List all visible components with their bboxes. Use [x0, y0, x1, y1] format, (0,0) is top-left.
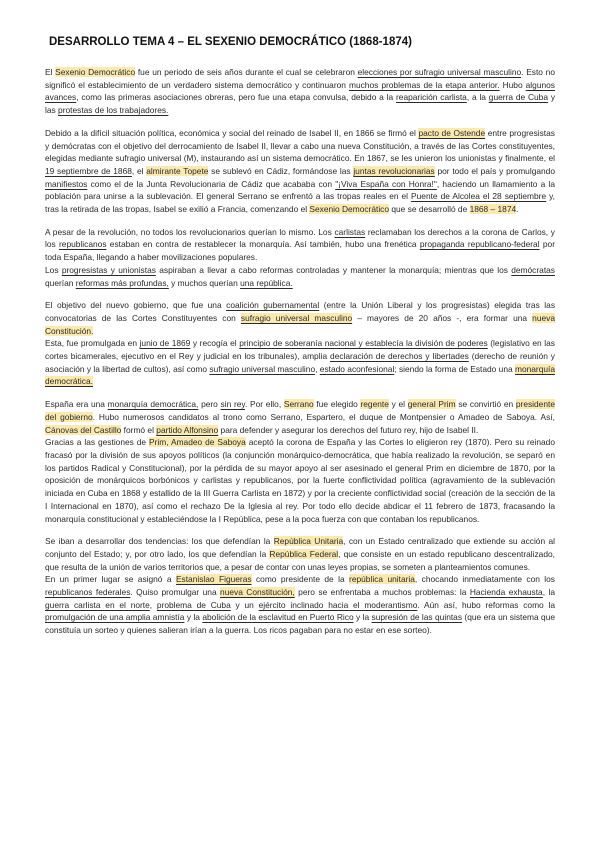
underlined-text: sin rey: [220, 399, 245, 410]
paragraph-gap: [45, 388, 555, 398]
text-run: que se desarrolló de: [389, 204, 470, 215]
text-run: formó el: [121, 424, 157, 435]
text-run: fue elegido: [313, 399, 361, 410]
text-run: aceptó la corona de España y las Cortes lo eligieron rey (1870). Pero su reinado fracasó por la división de sus apoyos políticos (la conjunción monárquico-democrática, que había realizado la revolución, se separó en los partidos Radical y Constitucional), por la pérdida de su mayor apoyo al ser asesinado el general Prim en diciembre de 1870, por la oposición de monárquicos borbónicos y carlistas y republicanos, por la fuerte conflictividad política (agravamiento de la sublevación iniciada en Cuba en 1868 y estallido de la III Guerra Carlista en 1872) y por la creciente conflictividad social (creación de la sección de la I Internacional en 1870), así como el rechazo De la Iglesia al rey. Por todo ello decide abdicar el 11 febrero de 1873, fracasando la monarquía constitucional y estableciéndose la I República, pese a la poca fuerza con que contaban los republicanos.: [45, 437, 555, 524]
underlined-text: sufragio universal masculino: [209, 363, 316, 374]
text-run: se sublevó en Cádiz, formándose las: [208, 165, 354, 176]
underlined-text: promulgación de una amplia amnistía: [45, 612, 185, 623]
highlighted-text: nueva Constitución,: [220, 587, 295, 598]
page-title: DESARROLLO TEMA 4 – EL SEXENIO DEMOCRÁTICO (1868-1874): [49, 36, 412, 48]
highlighted-text: general Prim: [407, 399, 456, 410]
text-run: – mayores de 20 años -, era formar una: [352, 312, 533, 323]
highlighted-text: República Unitaria: [273, 536, 344, 547]
text-run: Gracias a las gestiones de: [45, 437, 149, 448]
highlighted-text: pacto de Ostende: [418, 127, 486, 138]
text-run: , chocando inmediatamente con los: [414, 574, 555, 585]
text-run: y recogía el: [190, 338, 240, 349]
document-body: [45, 66, 555, 637]
text-run: , a la: [466, 92, 489, 103]
text-run: A pesar de la revolución, no todos los revolucionarios querían lo mismo. Los: [45, 226, 335, 237]
text-run: Los: [45, 264, 62, 275]
underlined-text: Puente de Alcolea el 28 septiembre: [411, 191, 547, 202]
text-run: .: [516, 204, 519, 215]
underlined-text: junio de 1869: [139, 338, 191, 349]
underlined-text: manifiestos: [45, 178, 88, 189]
text-run: se convirtió en: [455, 399, 516, 410]
highlighted-text: almirante Topete: [146, 165, 209, 176]
text-run: (que era un sistema que constituía un sorteo y quienes salieran irían a la guerra. Los ricos pagaban para no estar en ese sorteo).: [45, 612, 556, 636]
text-run: entre progresistas y demócratas con el objetivo del derrocamiento de Isabel II, llevar a cabo una nueva Constitución, a través de las Cortes constituyentes, elegidas mediante sufragio universal (M), instaurando así un sistema democrático. En 1867, se les unieron los unionistas y finalmente, el: [45, 127, 555, 164]
highlighted-text: 1868 – 1874: [469, 204, 517, 215]
underlined-text: coalición gubernamental: [226, 300, 320, 311]
highlighted-text: Sexenio Democrático: [55, 67, 136, 77]
underlined-text: carlistas: [334, 226, 366, 237]
text-run: (entre la Unión Liberal y los progresistas) elegida tras las convocatorias de las Cortes Constituyentes con: [45, 300, 556, 323]
text-run: por toda España, llegando a haber movilizaciones populares.: [45, 239, 555, 263]
underlined-text: algunos avances: [45, 79, 555, 103]
text-run: Debido a la difícil situación política, económica y social del reinado de Isabel II, en 1866 se firmó el: [45, 127, 419, 138]
highlighted-text: monarquía democrática.: [45, 363, 556, 387]
text-run: Hubo: [499, 79, 526, 90]
underlined-text: demócratas: [511, 264, 555, 275]
text-run: El objetivo del nuevo gobierno, que fue una: [45, 300, 227, 311]
text-run: . Hubo numerosos candidatos al trono como Serrano, Espartero, el duque de Montpensier o Amadeo de Saboya. Así,: [92, 411, 555, 422]
underlined-text: republicanos: [59, 239, 107, 250]
text-run: querían: [45, 277, 76, 288]
underlined-text: monarquía democrática,: [107, 399, 199, 410]
underlined-text: protestas de los trabajadores.: [58, 105, 169, 116]
text-run: y la: [353, 612, 372, 623]
text-run: aspiraban a llevar a cabo reformas controladas y mantener la monarquía; mientras que los: [155, 264, 512, 275]
underlined-text: "¡Viva España con Honra!": [335, 178, 437, 189]
underlined-text: reaparición carlista: [396, 92, 467, 103]
text-run: , haciendo un llamamiento a la población para unirse a la sublevación. El general Serrano se enfrentó a las tropas reales en el: [45, 178, 555, 202]
highlighted-text: presidente del gobierno: [45, 399, 555, 422]
text-run: . Quiso promulgar una: [130, 587, 221, 598]
paragraph-gap: [45, 117, 555, 127]
paragraph: [45, 398, 555, 436]
paragraph: [45, 226, 555, 264]
highlighted-text: Prim, Amadeo de Saboya: [149, 437, 246, 448]
text-run: En un primer lugar se asignó a: [45, 574, 176, 585]
text-run: (legislativo en las cortes bicamerales, ejecutivo en el Rey y judicial en los tribunales), amplia: [45, 338, 555, 362]
text-run: , el: [131, 165, 147, 176]
text-run: y muchos querían: [168, 277, 241, 288]
paragraph: [45, 337, 555, 388]
text-run: . Aún así, hubo reformas como la: [417, 599, 556, 610]
text-run: y las: [45, 92, 556, 116]
paragraph-gap: [45, 525, 555, 535]
text-run: ,: [315, 363, 320, 374]
text-run: . Por ello,: [244, 399, 284, 410]
text-run: Se iban a desarrollar dos tendencias: los que defendían la: [45, 536, 274, 547]
highlighted-text: República Federal: [269, 548, 339, 559]
text-run: pero: [198, 399, 221, 410]
text-run: El: [45, 67, 56, 77]
text-run: reclamaban los derechos a la corona de Carlos, y los: [45, 226, 555, 250]
paragraph: [45, 535, 555, 573]
text-run: , con un Estado centralizado que extiende su acción al conjunto del Estado; y, por otro lado, los que defendían la: [45, 536, 555, 559]
text-run: (derecho de reunión y asociación y la libertad de cultos), así como: [45, 351, 555, 374]
underlined-text: republicanos federales: [45, 587, 131, 598]
highlighted-text: sufragio universal masculino: [240, 312, 353, 323]
underlined-text: guerra carlista en el norte: [45, 599, 150, 610]
underlined-text: declaración de derechos y libertades: [330, 351, 469, 362]
text-run: estaban en contra de restablecer la monarquía. Así también, hubo una frenética: [106, 239, 420, 250]
underlined-text: abolición de la esclavitud en Puerto Rico: [202, 612, 354, 623]
text-run: , la: [542, 587, 555, 598]
underlined-text: Hacienda exhausta: [469, 587, 543, 598]
highlighted-text: nueva Constitución.: [45, 312, 555, 336]
paragraph: [45, 66, 555, 117]
text-run: como el de la Junta Revolucionaria de Cádiz que acababa con: [87, 178, 336, 189]
highlighted-text: república unitaria: [349, 574, 415, 585]
underlined-text: propaganda republicano-federal: [419, 239, 540, 250]
underlined-text: una república.: [240, 277, 293, 288]
underlined-text: 19 septiembre de 1868: [45, 165, 132, 176]
highlighted-text: Sexenio Democrático: [309, 204, 390, 215]
text-run: para defender y asegurar los derechos del futuro rey, hijo de Isabel II.: [218, 424, 479, 435]
underlined-text: problema de Cuba: [156, 599, 231, 610]
paragraph: [45, 127, 555, 216]
text-run: . Esto no significó el establecimiento de un verdadero sistema democrático y continuaron: [45, 67, 555, 90]
underlined-text: estado aconfesional: [319, 363, 395, 374]
text-run: España era una: [45, 399, 108, 410]
underlined-text: elecciones por sufragio universal masculino: [357, 67, 522, 77]
highlighted-text: regente: [360, 399, 389, 410]
text-run: y el: [388, 399, 408, 410]
text-run: , que consiste en un estado republicano descentralizado, que resulta de la unión de varios territorios que, a pesar de contar con unas leyes propias, se someten a planteamientos comunes.: [45, 548, 555, 572]
paragraph: [45, 436, 555, 525]
text-run: y un: [230, 599, 259, 610]
text-run: ,: [149, 599, 157, 610]
underlined-text: progresistas y unionistas: [61, 264, 156, 275]
text-run: Esta, fue promulgada en: [45, 338, 140, 349]
text-run: y, tras la retirada de las tropas, Isabel se exilió a Francia, comenzando el: [45, 191, 556, 215]
highlighted-text: partido Alfonsino: [156, 424, 219, 435]
underlined-text: principio de soberanía nacional y establecía la división de poderes: [239, 338, 488, 349]
underlined-text: supresión de las quintas: [371, 612, 463, 623]
text-run: fue un periodo de seis años durante el cual se celebraron: [135, 67, 358, 77]
text-run: , como las primeras asociaciones obreras, pero fue una etapa convulsa, debido a la: [76, 92, 397, 103]
text-run: como presidente de la: [251, 574, 350, 585]
highlighted-text: Serrano: [283, 399, 314, 410]
paragraph-gap: [45, 289, 555, 299]
underlined-text: reformas más profundas,: [75, 277, 169, 288]
underlined-text: guerra de Cuba: [488, 92, 548, 103]
paragraph: [45, 299, 555, 337]
highlighted-text: Cánovas del Castillo: [45, 424, 122, 435]
paragraph-gap: [45, 216, 555, 226]
text-run: ; siendo la forma de Estado una: [394, 363, 515, 374]
highlighted-text: Estanislao Figueras: [175, 574, 252, 585]
underlined-text: muchos problemas de la etapa anterior.: [348, 79, 500, 90]
text-run: pero se enfrentaba a muchos problemas: la: [294, 587, 470, 598]
paragraph: [45, 573, 555, 637]
text-run: y la: [184, 612, 203, 623]
highlighted-text: juntas revolucionarias: [353, 165, 435, 176]
underlined-text: ejército inclinado hacia el moderantismo: [258, 599, 418, 610]
paragraph: [45, 264, 555, 289]
text-run: por todo el país y promulgando: [434, 165, 555, 176]
